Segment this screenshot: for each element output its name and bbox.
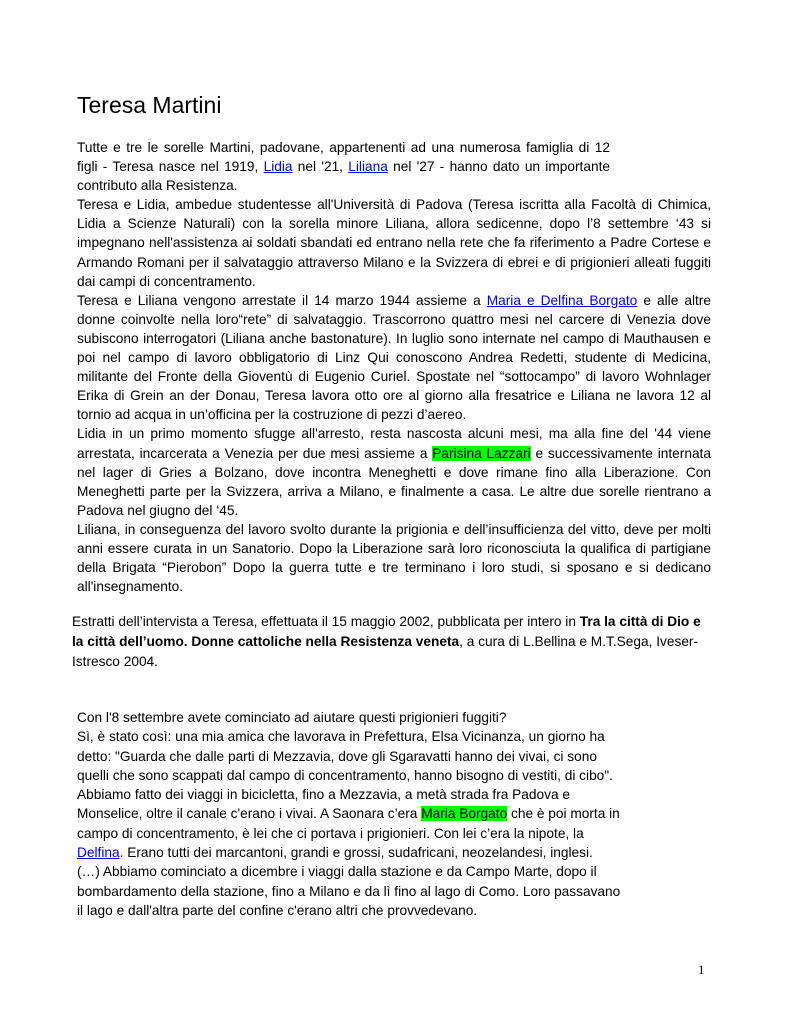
biography-text xyxy=(77,138,711,596)
source-note xyxy=(72,612,712,672)
link-liliana[interactable]: Liliana xyxy=(348,159,388,175)
page-number: 1 xyxy=(698,962,705,977)
text-segment: nel '21, xyxy=(292,159,349,175)
text-segment: nel '27 - hanno dato un importante contributo alla Resistenza. xyxy=(77,159,610,194)
text-segment: e successivamente internata nel lager di Gries a Bolzano, dove incontra Meneghetti e dove rimane fino alla Liberazione. Con Meneghetti parte per la Svizzera, arriva a Milano, e finalmente a casa. Le altre due sorelle rientrano a Padova nel giugno del ‘45. xyxy=(77,445,711,518)
text-segment: Sì, è stato così: una mia amica che lavorava in Prefettura, Elsa Vicinanza, un giorno ha detto: "Guarda che dalle parti di Mezzavia, dove gli Sgaravatti hanno dei vivai, ci sono quelli che sono scappati dal campo di concentramento, hanno bisogno di vestiti, di cibo". Abbiamo fatto dei viaggi in bicicletta, fino a Mezzavia, a metà strada fra Padova e Monselice, oltre il canale c'erano i vivai. A Saonara c’era xyxy=(77,729,613,822)
paragraph-intro xyxy=(77,138,610,195)
link-lidia[interactable]: Lidia xyxy=(263,159,293,175)
text-segment: . Erano tutti dei marcantoni, grandi e grossi, sudafricani, neozelandesi, inglesi. xyxy=(119,845,593,861)
paragraph-arrest xyxy=(77,291,711,425)
interview-answer xyxy=(77,727,622,862)
highlight-maria-borgato: Maria Borgato xyxy=(421,806,508,822)
interview-excerpt xyxy=(77,708,622,920)
text-segment: Lidia in un primo momento sfugge all'arresto, resta nascosta alcuni mesi, ma alla fine del '44 viene arrestata, incarcerata a Venezia per due mesi assieme a xyxy=(77,426,711,461)
text-segment: Teresa e Liliana vengono arrestate il 14 marzo 1944 assieme a xyxy=(77,292,487,308)
interview-answer-continued: (…) Abbiamo cominciato a dicembre i viaggi dalla stazione e da Campo Marte, dopo il bombardamento della stazione, fino a Milano e da lì fino al lago di Como. Loro passavano il lago e dall'altra parte del confine c'erano altri che provvedevano. xyxy=(77,864,621,918)
paragraph-lidia xyxy=(77,424,711,519)
book-title: Tra la città di Dio e la città dell’uomo. Donne cattoliche nella Resistenza veneta xyxy=(72,614,701,649)
text-segment: che è poi morta in campo di concentramento, è lei che ci portava i prigionieri. Con lei c’era la nipote, la xyxy=(77,806,620,841)
page-title: Teresa Martini xyxy=(77,92,222,118)
text-segment: e alle altre donne coinvolte nella loro“rete” di salvataggio. Trascorrono quattro mesi nel carcere di Venezia dove subiscono interrogatori (Liliana anche bastonature). In luglio sono internate nel campo di Mauthausen e poi nel campo di lavoro obbligatorio di Linz Qui conoscono Andrea Redetti, studente di Medicina, militante del Fronte della Gioventù di Eugenio Curiel. Spostate nel “sottocampo” di lavoro Wohnlager Erika di Grein an der Donau, Teresa lavora otto ore al giorno alla fresatrice e Liliana ne lavora 12 al tornio ad acqua in un’officina per la costruzione di pezzi d’aereo. xyxy=(77,292,711,423)
link-maria-delfina-borgato[interactable]: Maria e Delfina Borgato xyxy=(486,292,638,308)
paragraph-studies: Teresa e Lidia, ambedue studentesse all'Università di Padova (Teresa iscritta alla Facoltà di Chimica, Lidia a Scienze Naturali) con la sorella minore Liliana, allora sedicenne, dopo l’8 settembre ‘43 si impegnano nell'assistenza ai soldati sbandati ed entrano nella rete che fa riferimento a Padre Cortese e Armando Romani per il salvataggio attraverso Milano e la Svizzera di ebrei e di prigionieri alleati fuggiti dai campi di concentramento. xyxy=(77,197,711,289)
interview-question: Con l'8 settembre avete cominciato ad aiutare questi prigionieri fuggiti? xyxy=(77,710,507,725)
highlight-parisina-lazzari: Parisina Lazzari xyxy=(432,445,531,461)
paragraph-after-war: Liliana, in conseguenza del lavoro svolto durante la prigionia e dell’insufficienza del vitto, deve per molti anni essere curata in un Sanatorio. Dopo la Liberazione sarà loro riconosciuta la qualifica di partigiane della Brigata “Pierobon” Dopo la guerra tutte e tre terminano i loro studi, si sposano e si dedicano all'insegnamento. xyxy=(77,521,711,595)
link-delfina[interactable]: Delfina xyxy=(77,845,120,861)
text-segment: Estratti dell’intervista a Teresa, effettuata il 15 maggio 2002, pubblicata per intero in xyxy=(72,614,580,629)
text-segment: Tutte e tre le sorelle Martini, padovane, appartenenti ad una numerosa famiglia di 12 figli - Teresa nasce nel 1919, xyxy=(77,140,610,175)
text-segment: , a cura di L.Bellina e M.T.Sega, Iveser-Istresco 2004. xyxy=(72,634,699,669)
